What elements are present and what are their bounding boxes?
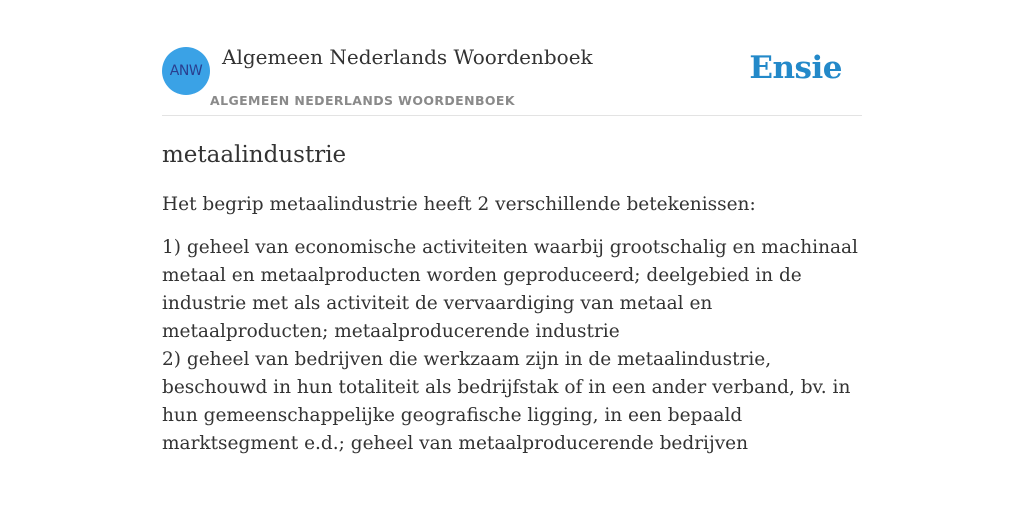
definition-item: 1) geheel van economische activiteiten waarbij grootschalig en machinaal metaal en metaalproducten worden geproduceerd; deelgebied in de industrie met als activiteit de vervaardiging van metaal en metaalproducten; metaalproducerende industrie xyxy=(162,237,858,342)
dictionary-subtitle: ALGEMEEN NEDERLANDS WOORDENBOEK xyxy=(210,93,515,108)
entry-intro: Het begrip metaalindustrie heeft 2 verschillende betekenissen: xyxy=(162,194,756,215)
ensie-brand-logo[interactable]: Ensie xyxy=(749,50,842,86)
dictionary-title[interactable]: Algemeen Nederlands Woordenboek xyxy=(222,45,593,69)
entry-content xyxy=(162,136,862,458)
headword: metaalindustrie xyxy=(162,142,347,168)
definition-list xyxy=(162,234,862,458)
definition-item: 2) geheel van bedrijven die werkzaam zijn in de metaalindustrie, beschouwd in hun totaliteit als bedrijfstak of in een ander verband, bv. in hun gemeenschappelijke geografische ligging, in een bepaald marktsegment e.d.; geheel van metaalproducerende bedrijven xyxy=(162,349,851,454)
anw-logo[interactable]: ANW xyxy=(162,47,210,95)
header xyxy=(162,0,862,116)
